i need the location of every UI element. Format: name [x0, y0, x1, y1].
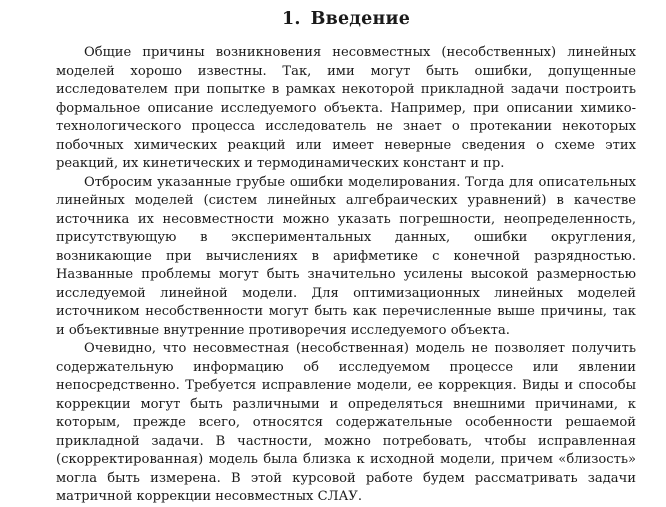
- paragraph-error-sources: Отбросим указанные грубые ошибки моделирования. Тогда для описательных линейных моделей (систем линейных алгебраических уравнений) в качестве источника их несовместности можно указать погрешности, неопределенность, присутствующую в экспериментальных данных, ошибки округления, возникающие при вычислениях в арифметике с конечной разрядностью. Названные проблемы могут быть значительно усилены высокой размерностью исследуемой линейной модели. Для оптимизационных линейных моделей источником несобственности могут быть как перечисленные выше причины, так и объективные внутренние противоречия исследуемого объекта.: [56, 174, 636, 338]
- section-title: Введение: [310, 9, 411, 29]
- paragraph-correction: Очевидно, что несовместная (несобственная) модель не позволяет получить содержательную информацию об исследуемом процессе или явлении непосредственно. Требуется исправление модели, ее коррекция. Виды и способы коррекции могут быть различными и определяться внешними причинами, к которым, прежде всего, относятся содержательные особенности решаемой прикладной задачи. В частности, можно потребовать, чтобы исправленная (скорректированная) модель была близка к исходной модели, причем «близость» могла быть измерена. В этой курсовой работе будем рассматривать задачи матричной коррекции несовместных СЛАУ.: [56, 341, 636, 504]
- section-number: 1.: [281, 9, 301, 29]
- section-heading: [56, 8, 636, 30]
- document-page: [56, 8, 636, 507]
- paragraph-causes: Общие причины возникновения несовместных (несобственных) линейных моделей хорошо известны. Так, ими могут быть ошибки, допущенные исследователем при попытке в рамках некоторой прикладной задачи построить формальное описание исследуемого объекта. Например, при описании химико-технологического процесса исследователь не знает о протекании некоторых побочных химических реакций или имеет неверные сведения о схеме этих реакций, их кинетических и термодинамических констант и пр.: [56, 45, 636, 171]
